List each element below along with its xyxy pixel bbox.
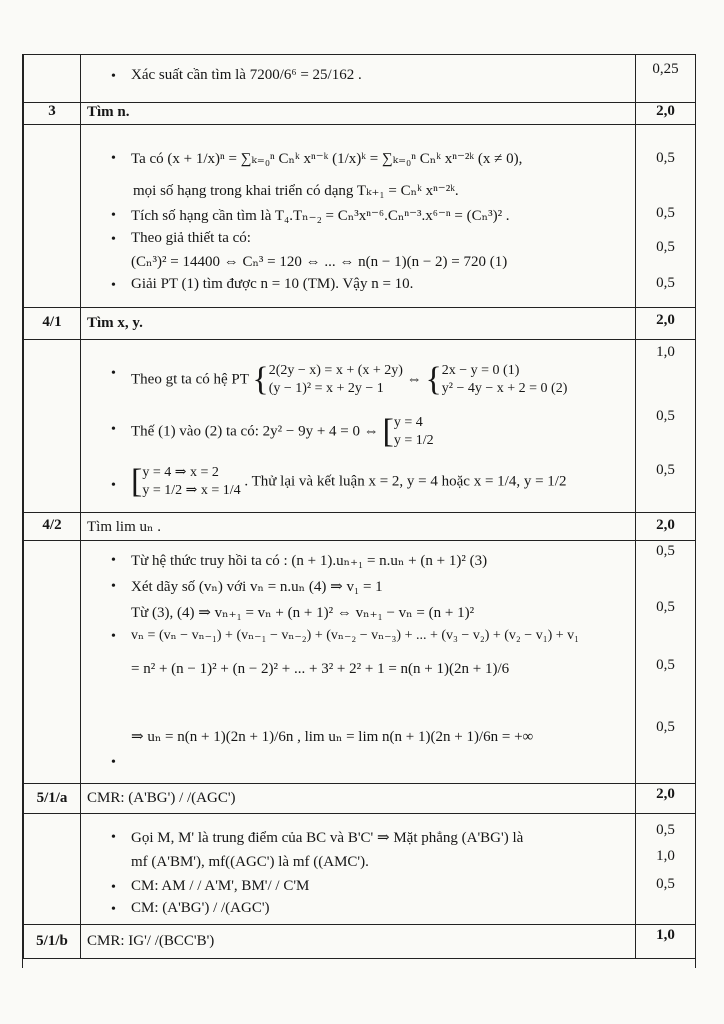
bullet-icon: • xyxy=(111,553,116,568)
score: 0,5 xyxy=(656,239,675,255)
score: 0,5 xyxy=(656,599,675,615)
brace-icon: { xyxy=(425,361,442,398)
bullet-icon: • xyxy=(111,830,116,845)
content-line: ⇒ uₙ = n(n + 1)(2n + 1)/6n , lim uₙ = lim n(n + 1)(2n + 1)/6n = +∞ xyxy=(131,729,534,745)
system-intro: Theo gt ta có hệ PT xyxy=(131,371,249,388)
content-line: Giải PT (1) tìm được n = 10 (TM). Vậy n = 10. xyxy=(131,276,414,292)
content-line: Thế (1) vào (2) ta có: 2y² − 9y + 4 = 0 ⇔ [ y = 4 y = 1/2 xyxy=(131,413,434,450)
score: 0,5 xyxy=(656,876,675,892)
question-number: 4/2 xyxy=(42,517,62,533)
score: 0,5 xyxy=(656,822,675,838)
score: 0,5 xyxy=(656,657,675,673)
total-score: 2,0 xyxy=(636,103,696,125)
bullet-icon: • xyxy=(111,478,116,493)
content-line: Ta có (x + 1/x)ⁿ = ∑ₖ₌₀ⁿ Cₙᵏ xⁿ⁻ᵏ (1/x)ᵏ = ∑ₖ₌₀ⁿ Cₙᵏ xⁿ⁻²ᵏ (x ≠ 0), xyxy=(131,151,523,167)
question-number: 5/1/a xyxy=(36,790,68,806)
question-number: 4/1 xyxy=(42,314,62,330)
bullet-icon: • xyxy=(111,755,116,770)
table-row xyxy=(24,55,696,103)
score: 0,5 xyxy=(656,275,675,291)
bullet-icon: • xyxy=(111,151,116,166)
total-score: 1,0 xyxy=(656,927,675,943)
score: 0,5 xyxy=(656,543,675,559)
brace-icon: { xyxy=(252,361,269,398)
score: 1,0 xyxy=(656,344,675,360)
bullet-icon: • xyxy=(111,208,116,223)
content-line: Theo gt ta có hệ PT { 2(2y − x) = x + (x + 2y) (y − 1)² = x + 2y − 1 ⇔ { 2x − y = 0 (1) y² − 4y − x + 2 = 0 (2) xyxy=(131,361,568,398)
section-header xyxy=(24,513,696,541)
total-score: 2,0 xyxy=(656,312,675,328)
content-line: CM: (A'BG') / /(AGC') xyxy=(131,900,270,916)
content-line: Xét dãy số (vₙ) với vₙ = n.uₙ (4) ⇒ v₁ = 1 xyxy=(131,579,383,595)
system-equations: 2x − y = 0 (1) y² − 4y − x + 2 = 0 (2) xyxy=(441,363,568,396)
bullet-icon: • xyxy=(111,579,116,594)
bullet-icon: • xyxy=(111,902,116,917)
content-line: Từ (3), (4) ⇒ vₙ₊₁ = vₙ + (n + 1)² ⇔ vₙ₊₁ − vₙ = (n + 1)² xyxy=(131,605,475,621)
question-title: CMR: IG'/ /(BCC'B') xyxy=(87,933,215,949)
content-line: Gọi M, M' là trung điểm của BC và B'C' ⇒ Mặt phẳng (A'BG') là xyxy=(131,830,524,846)
question-number: 3 xyxy=(24,103,81,125)
roots: y = 4 y = 1/2 xyxy=(393,415,434,448)
question-number: 5/1/b xyxy=(36,933,68,949)
bullet-icon: • xyxy=(111,880,116,895)
section-header xyxy=(24,784,696,814)
bullet-icon: • xyxy=(111,232,116,247)
content-line: = n² + (n − 1)² + (n − 2)² + ... + 3² + 2² + 1 = n(n + 1)(2n + 1)/6 xyxy=(131,661,510,677)
total-score: 2,0 xyxy=(656,786,675,802)
content-line: mọi số hạng trong khai triển có dạng Tₖ₊₁ = Cₙᵏ xⁿ⁻²ᵏ. xyxy=(133,183,459,199)
bullet-icon: • xyxy=(111,69,116,84)
section-header xyxy=(24,925,696,959)
content-line: CM: AM / / A'M', BM'/ / C'M xyxy=(131,878,310,894)
bullet-icon: • xyxy=(111,366,116,381)
section-header xyxy=(24,308,696,340)
answer-key-table xyxy=(22,54,696,968)
section-header xyxy=(24,103,696,125)
table-row xyxy=(24,125,696,308)
bullet-icon: • xyxy=(111,629,116,644)
bullet-icon: • xyxy=(111,278,116,293)
question-title: Tìm n. xyxy=(87,104,130,120)
system-equations: 2(2y − x) = x + (x + 2y) (y − 1)² = x + 2y − 1 xyxy=(268,363,403,396)
content-line: (Cₙ³)² = 14400 ⇔ Cₙ³ = 120 ⇔ ... ⇔ n(n − 1)(n − 2) = 720 (1) xyxy=(131,254,508,270)
table-row xyxy=(24,340,696,513)
content-line: vₙ = (vₙ − vₙ₋₁) + (vₙ₋₁ − vₙ₋₂) + (vₙ₋₂ − vₙ₋₃) + ... + (v₃ − v₂) + (v₂ − v₁) + v₁ xyxy=(131,628,580,643)
question-title: CMR: (A'BG') / /(AGC') xyxy=(87,790,236,806)
cases: y = 4 ⇒ x = 2 y = 1/2 ⇒ x = 1/4 xyxy=(142,465,241,498)
content-line: Từ hệ thức truy hồi ta có : (n + 1).uₙ₊₁ = n.uₙ + (n + 1)² (3) xyxy=(131,553,488,569)
score: 0,5 xyxy=(656,719,675,735)
content-line: Xác suất cần tìm là 7200/6⁶ = 25/162 . xyxy=(131,67,362,83)
table-row xyxy=(24,541,696,784)
content-line: Tích số hạng cần tìm là T₄.Tₙ₋₂ = Cₙ³xⁿ⁻⁶.Cₙⁿ⁻³.x⁶⁻ⁿ = (Cₙ³)² . xyxy=(131,208,510,224)
score: 0,5 xyxy=(656,205,675,221)
question-title: Tìm lim uₙ . xyxy=(87,519,161,535)
question-title: Tìm x, y. xyxy=(87,315,143,331)
content-line: Theo giả thiết ta có: xyxy=(131,230,251,246)
total-score: 2,0 xyxy=(656,517,675,533)
bullet-icon: • xyxy=(111,422,116,437)
bracket-icon: [ xyxy=(131,463,143,500)
content-line: [ y = 4 ⇒ x = 2 y = 1/2 ⇒ x = 1/4 . Thử lại và kết luận x = 2, y = 4 hoặc x = 1/4, y = 1/2 xyxy=(131,463,567,500)
bracket-icon: [ xyxy=(382,413,394,450)
score: 1,0 xyxy=(656,848,675,864)
score: 0,5 xyxy=(656,408,675,424)
table-row xyxy=(24,814,696,925)
score: 0,5 xyxy=(656,462,675,478)
score: 0,5 xyxy=(656,150,675,166)
score: 0,25 xyxy=(652,61,679,77)
content-line: mf (A'BM'), mf((AGC') là mf ((AMC'). xyxy=(131,854,369,870)
